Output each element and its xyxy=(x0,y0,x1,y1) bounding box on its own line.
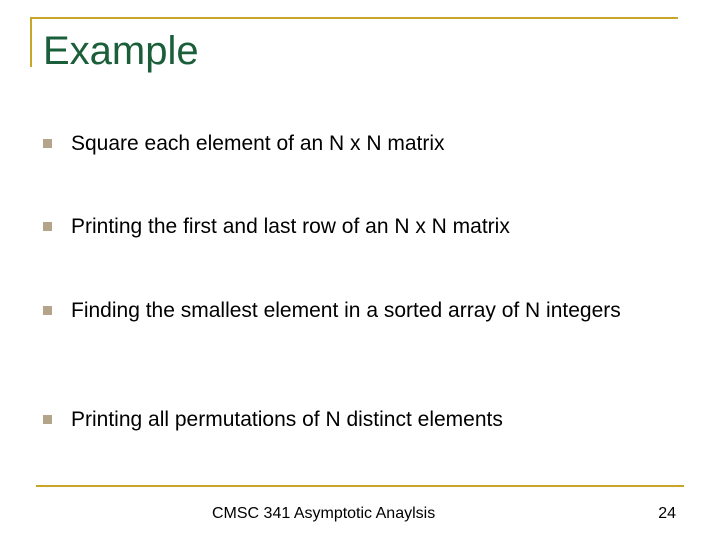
bullet-text: Printing all permutations of N distinct elements xyxy=(71,408,503,431)
page-number: 24 xyxy=(658,505,676,522)
footer-rule xyxy=(36,485,684,487)
square-bullet-icon xyxy=(43,139,52,148)
bullet-text: Square each element of an N x N matrix xyxy=(71,132,445,155)
square-bullet-icon xyxy=(43,222,52,231)
slide-title: Example xyxy=(43,29,199,73)
footer-course-label: CMSC 341 Asymptotic Anaylsis xyxy=(212,505,436,522)
square-bullet-icon xyxy=(43,306,52,315)
bullet-text: Finding the smallest element in a sorted array of N integers xyxy=(71,299,621,322)
bullet-text: Printing the first and last row of an N x N matrix xyxy=(71,215,510,238)
square-bullet-icon xyxy=(43,415,52,424)
